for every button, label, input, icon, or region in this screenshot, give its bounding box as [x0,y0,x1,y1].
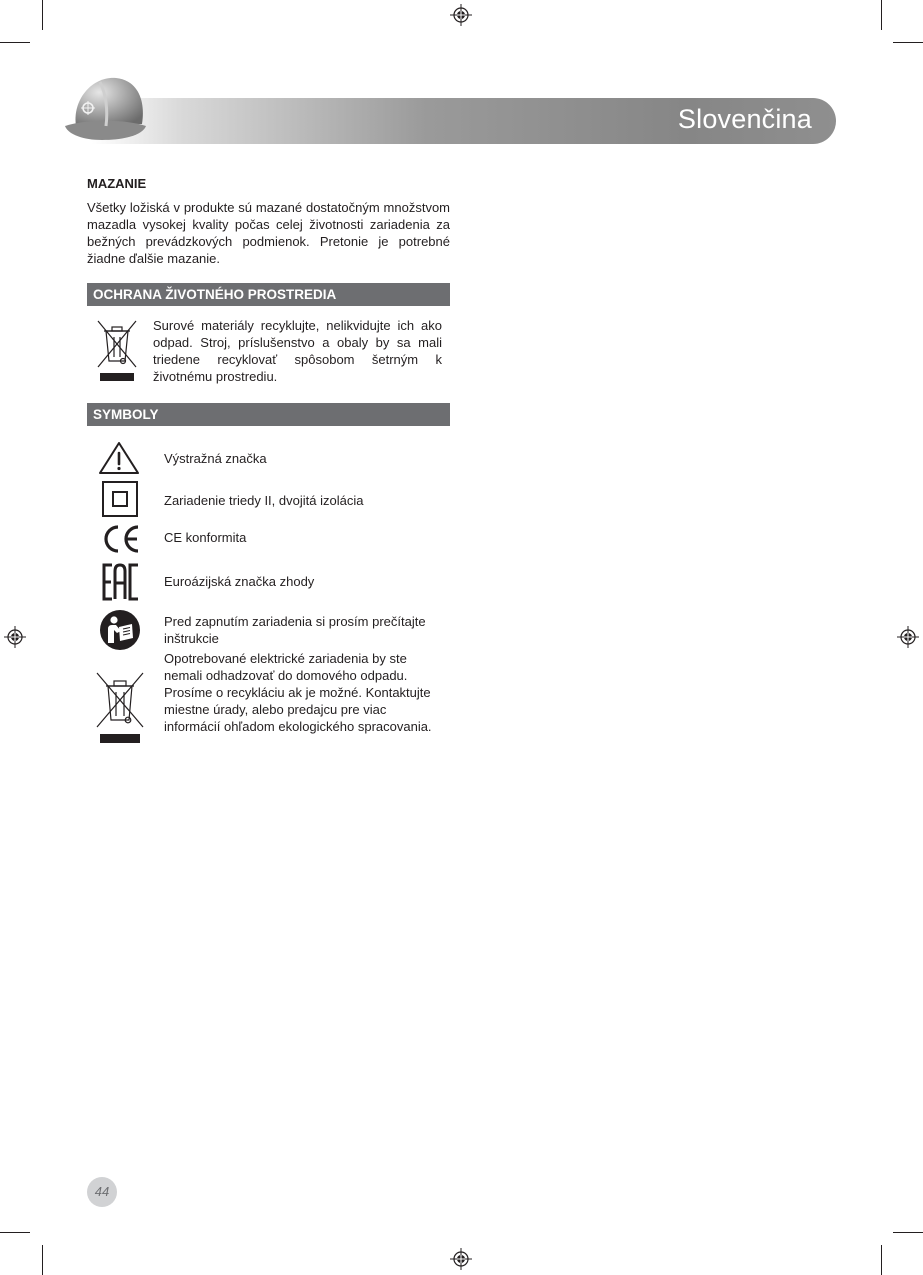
registration-mark-icon [897,626,919,648]
crop-mark [0,42,30,43]
symbol-description: CE konformita [164,530,247,545]
warning-triangle-icon [96,440,142,476]
crop-mark [0,1232,30,1233]
lubrication-heading: MAZANIE [87,176,147,191]
crossed-bin-icon [94,670,146,744]
symbols-heading: SYMBOLY [87,403,450,426]
read-manual-icon [99,609,141,651]
lubrication-text: Všetky ložiská v produkte sú mazané dostatočným množstvom mazadla vysokej kvality počas celej životnosti zariadenia za bežných prevádzkových podmienok. Pretonie je potrebné žiadne ďalšie mazanie. [87,200,450,266]
crop-mark [881,0,882,30]
symbol-description: Euroázijská značka zhody [164,574,315,589]
symbol-description: Pred zapnutím zariadenia si prosím prečítajte inštrukcie [164,614,426,646]
environment-heading: OCHRANA ŽIVOTNÉHO PROSTREDIA [87,283,450,306]
crop-mark [42,1245,43,1275]
symbol-description: Opotrebované elektrické zariadenia by ste nemali odhadzovať do domového odpadu. Prosíme o recykláciu ak je možné. Kontaktujte miestne úrady, alebo predajcu pre viac informácií ohľadom ekologického spracovania. [164,651,432,734]
registration-mark-icon [450,4,472,26]
crop-mark [881,1245,882,1275]
crop-mark [893,42,923,43]
crop-mark [42,0,43,30]
symbol-description: Výstražná značka [164,451,267,466]
ce-mark-icon [99,523,143,555]
eac-mark-icon [101,563,141,601]
crossed-bin-icon [94,317,140,383]
class-ii-double-square-icon [101,480,139,518]
registration-mark-icon [450,1248,472,1270]
safety-helmet-icon [62,70,148,146]
symbol-description: Zariadenie triedy II, dvojitá izolácia [164,493,364,508]
registration-mark-icon [4,626,26,648]
environment-text: Surové materiály recyklujte, nelikvidujte ich ako odpad. Stroj, príslušenstvo a obaly by sa mali triedene recyklovať spôsobom šetrným k životnému prostrediu. [153,318,442,384]
language-header-band [92,98,836,144]
page-number: 44 [87,1177,117,1207]
language-title: Slovenčina [677,104,812,134]
crop-mark [893,1232,923,1233]
